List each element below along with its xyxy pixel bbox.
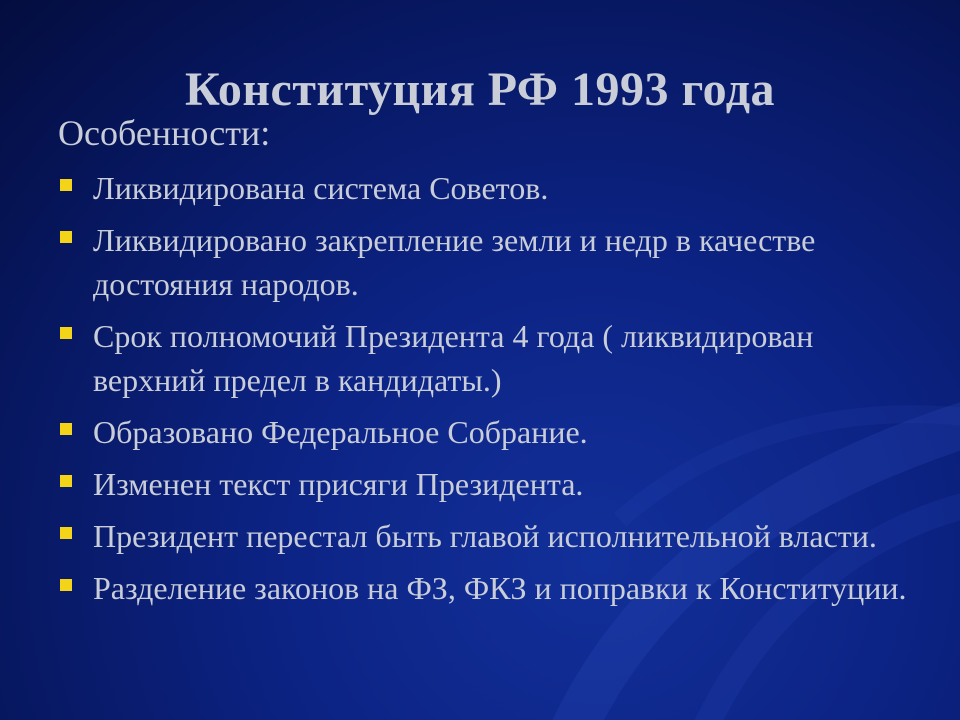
feature-list xyxy=(58,166,908,618)
list-item-text: Ликвидирована система Советов. xyxy=(93,170,549,206)
list-item-text: Разделение законов на ФЗ, ФКЗ и поправки к Конституции. xyxy=(93,570,907,606)
list-item-text: Образовано Федеральное Собрание. xyxy=(93,414,588,450)
square-bullet-icon xyxy=(60,179,72,191)
square-bullet-icon xyxy=(60,475,72,487)
list-item xyxy=(58,218,908,306)
list-item xyxy=(58,166,908,210)
list-item-text: Президент перестал быть главой исполнительной власти. xyxy=(93,518,877,554)
square-bullet-icon xyxy=(60,423,72,435)
square-bullet-icon xyxy=(60,231,72,243)
list-item xyxy=(58,462,908,506)
list-item-text: Изменен текст присяги Президента. xyxy=(93,466,584,502)
square-bullet-icon xyxy=(60,579,72,591)
list-item xyxy=(58,566,908,610)
list-item xyxy=(58,314,908,402)
list-item xyxy=(58,514,908,558)
slide-title: Конституция РФ 1993 года xyxy=(184,63,776,116)
list-item-text: Ликвидировано закрепление земли и недр в качестве достояния народов. xyxy=(93,222,816,302)
list-item xyxy=(58,410,908,454)
slide-subtitle: Особенности: xyxy=(58,113,271,153)
square-bullet-icon xyxy=(60,327,72,339)
square-bullet-icon xyxy=(60,527,72,539)
list-item-text: Срок полномочий Президента 4 года ( ликвидирован верхний предел в кандидаты.) xyxy=(93,318,814,398)
